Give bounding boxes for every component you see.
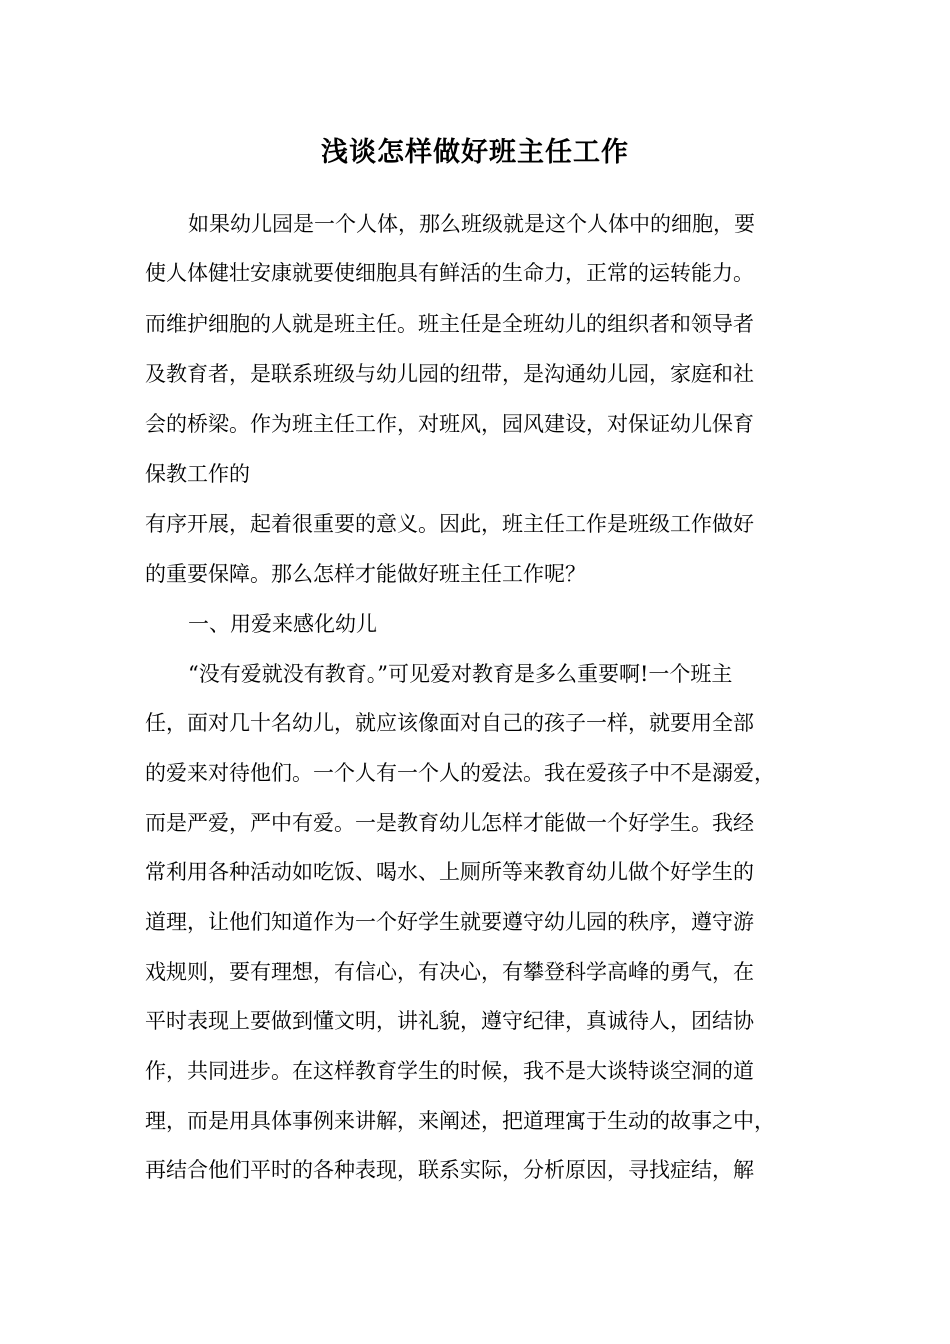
paragraph-line: 再结合他们平时的各种表现，联系实际，分析原因，寻找症结，解 — [145, 1158, 754, 1182]
document-title: 浅谈怎样做好班主任工作 — [321, 137, 629, 168]
paragraph-line: 作，共同进步。在这样教育学生的时候，我不是大谈特谈空洞的道 — [145, 1059, 754, 1083]
paragraph-line: 的爱来对待他们。一个人有一个人的爱法。我在爱孩子中不是溺爱， — [145, 761, 775, 785]
paragraph-line: 理，而是用具体事例来讲解，来阐述，把道理寓于生动的故事之中， — [145, 1109, 775, 1133]
paragraph-line: 常利用各种活动如吃饭、喝水、上厕所等来教育幼儿做个好学生的 — [145, 860, 754, 884]
paragraph-line: 戏规则，要有理想，有信心，有决心，有攀登科学高峰的勇气，在 — [145, 960, 754, 984]
paragraph-line: 保教工作的 — [145, 462, 250, 486]
paragraph-line: 而是严爱，严中有爱。一是教育幼儿怎样才能做一个好学生。我经 — [145, 811, 754, 835]
section-heading: 一、用爱来感化幼儿 — [188, 612, 377, 636]
paragraph-line: 道理，让他们知道作为一个好学生就要遵守幼儿园的秩序，遵守游 — [145, 910, 754, 934]
paragraph-line: 任，面对几十名幼儿，就应该像面对自己的孩子一样，就要用全部 — [145, 711, 754, 735]
paragraph-line: 平时表现上要做到懂文明，讲礼貌，遵守纪律，真诚待人，团结协 — [145, 1009, 754, 1033]
paragraph-line: 如果幼儿园是一个人体，那么班级就是这个人体中的细胞，要 — [188, 212, 755, 236]
paragraph-line: 有序开展，起着很重要的意义。因此，班主任工作是班级工作做好 — [145, 512, 754, 536]
paragraph-line: 及教育者，是联系班级与幼儿园的纽带，是沟通幼儿园，家庭和社 — [145, 362, 754, 386]
paragraph-line: 使人体健壮安康就要使细胞具有鲜活的生命力，正常的运转能力。 — [145, 261, 754, 285]
paragraph-line: 的重要保障。那么怎样才能做好班主任工作呢？ — [145, 562, 586, 586]
paragraph-line: 会的桥梁。作为班主任工作，对班风，园风建设，对保证幼儿保育 — [145, 412, 754, 436]
paragraph-line: 而维护细胞的人就是班主任。班主任是全班幼儿的组织者和领导者 — [145, 312, 754, 336]
paragraph-line: “没有爱就没有教育。”可见爱对教育是多么重要啊!一个班主 — [188, 662, 733, 686]
